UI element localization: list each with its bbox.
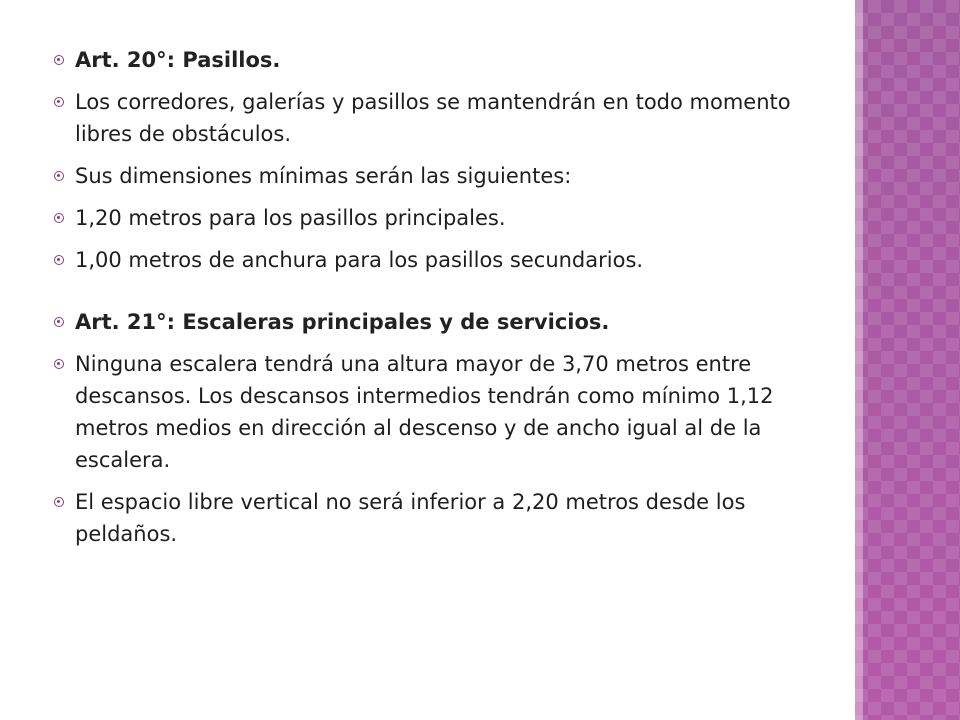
bullet-text: 1,20 metros para los pasillos principales. <box>75 206 506 230</box>
bullet-item-espacio-libre <box>54 486 844 550</box>
circle-dot-icon <box>54 255 64 265</box>
bullet-item-art-21 <box>54 306 844 338</box>
bullet-item-art-20 <box>54 44 844 76</box>
bullet-text: 1,00 metros de anchura para los pasillos secundarios. <box>75 248 644 272</box>
bullet-item-principales <box>54 202 844 234</box>
bullet-text: El espacio libre vertical no será inferior a 2,20 metros desde los peldaños. <box>75 490 746 546</box>
bullet-text: Art. 20°: Pasillos. <box>75 48 281 72</box>
circle-dot-icon <box>54 497 64 507</box>
bullet-text: Ninguna escalera tendrá una altura mayor de 3,70 metros entre descansos. Los descansos intermedios tendrán como mínimo 1,12 metros medios en dirección al descenso y de ancho igual al de la escalera. <box>75 352 774 472</box>
circle-dot-icon <box>54 359 64 369</box>
bullet-item-corredores <box>54 86 844 150</box>
circle-dot-icon <box>54 317 64 327</box>
circle-dot-icon <box>54 171 64 181</box>
bullet-text: Sus dimensiones mínimas serán las siguientes: <box>75 164 572 188</box>
bullet-text: Art. 21°: Escaleras principales y de servicios. <box>75 310 610 334</box>
circle-dot-icon <box>54 55 64 65</box>
bullet-list <box>54 44 844 560</box>
bullet-item-secundarios <box>54 244 844 276</box>
circle-dot-icon <box>54 213 64 223</box>
bullet-text: Los corredores, galerías y pasillos se mantendrán en todo momento libres de obstáculos. <box>75 90 791 146</box>
circle-dot-icon <box>54 97 64 107</box>
decorative-side-panel <box>855 0 960 720</box>
bullet-item-escalera-altura <box>54 348 844 476</box>
bullet-item-dimensiones <box>54 160 844 192</box>
